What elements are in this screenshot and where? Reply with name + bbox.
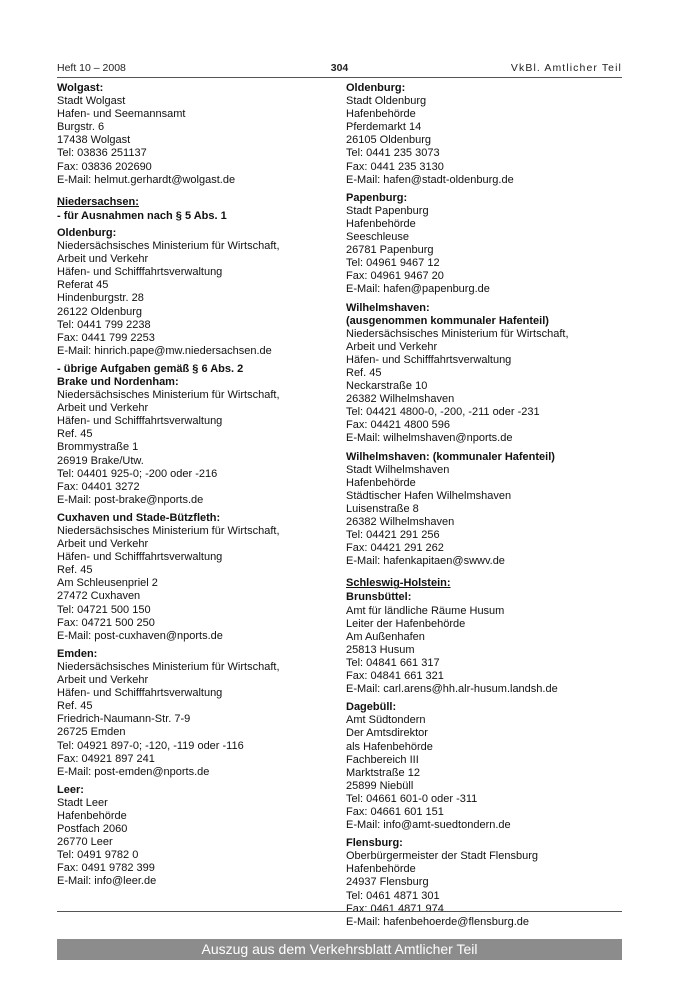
phone-number: Tel: 0441 235 3073 bbox=[346, 147, 440, 160]
left-column bbox=[57, 82, 325, 894]
address-line: 24937 Flensburg bbox=[346, 876, 429, 889]
address-line: Am Außenhafen bbox=[346, 630, 425, 643]
address-line: Häfen- und Schifffahrtsverwaltung bbox=[346, 353, 512, 366]
address-line: 26725 Emden bbox=[57, 726, 126, 739]
email-address: E-Mail: hafenbehoerde@flensburg.de bbox=[346, 915, 530, 928]
address-line: 26781 Papenburg bbox=[346, 244, 434, 257]
address-line: 26382 Wilhelmshaven bbox=[346, 393, 455, 406]
address-line: 25899 Niebüll bbox=[346, 779, 414, 792]
entry-title: Emden: bbox=[57, 647, 98, 660]
entry-title: Flensburg: bbox=[346, 837, 403, 850]
address-line: Arbeit und Verkehr bbox=[57, 402, 149, 415]
entry-title: Wolgast: bbox=[57, 82, 104, 94]
address-line: 26382 Wilhelmshaven bbox=[346, 516, 455, 528]
fax-number: Fax: 0461 4871 974 bbox=[346, 902, 444, 915]
phone-number: Tel: 04661 601-0 oder -311 bbox=[346, 792, 478, 805]
entry-title: Wilhelmshaven: (kommunaler Hafenteil) bbox=[346, 450, 555, 463]
address-line: Referat 45 bbox=[57, 279, 109, 292]
publication-title: VkBl. Amtlicher Teil bbox=[510, 62, 622, 74]
address-line: Neckarstraße 10 bbox=[346, 380, 428, 393]
page-number: 304 bbox=[330, 62, 349, 74]
email-address: E-Mail: hinrich.pape@mw.niedersachsen.de bbox=[57, 344, 272, 357]
email-address: E-Mail: hafen@papenburg.de bbox=[346, 283, 490, 296]
entry-title: Wilhelmshaven: bbox=[346, 301, 430, 314]
address-line: Häfen- und Schifffahrtsverwaltung bbox=[57, 551, 223, 564]
entry-title: Leer: bbox=[57, 783, 84, 796]
entry-dagebuell bbox=[346, 701, 614, 832]
phone-number: Tel: 0461 4871 301 bbox=[346, 889, 440, 902]
fax-number: Fax: 04421 4800 596 bbox=[346, 419, 450, 432]
phone-number: Tel: 04921 897-0; -120, -119 oder -116 bbox=[57, 739, 244, 752]
fax-number: Fax: 0441 235 3130 bbox=[346, 160, 444, 173]
fax-number: Fax: 04841 661 321 bbox=[346, 670, 444, 683]
address-line: Arbeit und Verkehr bbox=[346, 340, 438, 353]
entry-oldenburg bbox=[346, 82, 614, 187]
email-address: E-Mail: post-emden@nports.de bbox=[57, 765, 210, 778]
address-line: Ref. 45 bbox=[57, 428, 93, 441]
address-line: Brommystraße 1 bbox=[57, 441, 139, 454]
email-address: E-Mail: helmut.gerhardt@wolgast.de bbox=[57, 173, 236, 186]
address-line: Hindenburgstr. 28 bbox=[57, 292, 144, 305]
address-line: Oberbürgermeister der Stadt Flensburg bbox=[346, 850, 538, 863]
address-line: Stadt Wilhelmshaven bbox=[346, 463, 450, 476]
address-line: Hafenbehörde bbox=[346, 476, 416, 489]
address-line: Arbeit und Verkehr bbox=[57, 538, 149, 551]
email-address: E-Mail: carl.arens@hh.alr-husum.landsh.de bbox=[346, 683, 558, 696]
address-line: Stadt Papenburg bbox=[346, 204, 429, 217]
entry-title: - übrige Aufgaben gemäß § 6 Abs. 2 bbox=[57, 362, 244, 375]
region-heading bbox=[57, 196, 325, 209]
phone-number: Tel: 0491 9782 0 bbox=[57, 849, 139, 862]
fax-number: Fax: 04721 500 250 bbox=[57, 616, 155, 629]
fax-number: Fax: 04401 3272 bbox=[57, 480, 140, 493]
fax-number: Fax: 0491 9782 399 bbox=[57, 862, 155, 875]
phone-number: Tel: 0441 799 2238 bbox=[57, 318, 151, 331]
address-line: 25813 Husum bbox=[346, 643, 415, 656]
fax-number: Fax: 04661 601 151 bbox=[346, 805, 444, 818]
address-line: Stadt Leer bbox=[57, 796, 108, 809]
address-line: Amt für ländliche Räume Husum bbox=[346, 604, 505, 617]
phone-number: Tel: 04721 500 150 bbox=[57, 603, 151, 616]
entry-title: Brunsbüttel: bbox=[346, 591, 412, 604]
address-line: Am Schleusenpriel 2 bbox=[57, 577, 158, 590]
email-address: E-Mail: info@amt-suedtondern.de bbox=[346, 819, 511, 832]
phone-number: Tel: 04421 291 256 bbox=[346, 529, 440, 542]
entry-title: Dagebüll: bbox=[346, 701, 397, 714]
entry-leer bbox=[57, 784, 325, 889]
address-line: Hafenbehörde bbox=[57, 809, 127, 822]
entry-wilhelmshaven-kommunaler-hafenteil bbox=[346, 451, 614, 569]
address-line: 26919 Brake/Utw. bbox=[57, 454, 144, 467]
issue-label: Heft 10 – 2008 bbox=[57, 62, 126, 74]
email-address: E-Mail: post-cuxhaven@nports.de bbox=[57, 629, 223, 642]
entry-oldenburg bbox=[57, 227, 325, 358]
address-line: als Hafenbehörde bbox=[346, 740, 433, 753]
entry-papenburg bbox=[346, 192, 614, 297]
entry-wilhelmshaven bbox=[346, 302, 614, 446]
entry-title-continued: (ausgenommen kommunaler Hafenteil) bbox=[346, 314, 549, 327]
address-line: Häfen- und Schifffahrtsverwaltung bbox=[57, 266, 223, 279]
right-column bbox=[346, 82, 614, 934]
fax-number: Fax: 03836 202690 bbox=[57, 160, 152, 173]
entry-uebrige-aufgaben-gemaess-6-abs-2 bbox=[57, 363, 325, 507]
fax-number: Fax: 04421 291 262 bbox=[346, 542, 444, 555]
entry-emden bbox=[57, 648, 325, 779]
phone-number: Tel: 04401 925-0; -200 oder -216 bbox=[57, 467, 218, 480]
address-line: Amt Südtondern bbox=[346, 714, 426, 727]
entry-brunsbuettel bbox=[346, 591, 614, 696]
address-line: Seeschleuse bbox=[346, 231, 409, 244]
region-title-niedersachsen: Niedersachsen: bbox=[57, 195, 139, 208]
header-rule bbox=[57, 77, 622, 78]
phone-number: Tel: 03836 251137 bbox=[57, 147, 147, 160]
address-line: Arbeit und Verkehr bbox=[57, 674, 149, 687]
address-line: Stadt Oldenburg bbox=[346, 95, 427, 108]
email-address: E-Mail: wilhelmshaven@nports.de bbox=[346, 432, 513, 445]
entry-title: Papenburg: bbox=[346, 191, 408, 204]
address-line: Postfach 2060 bbox=[57, 823, 128, 836]
address-line: Luisenstraße 8 bbox=[346, 502, 419, 515]
page-header bbox=[57, 62, 622, 78]
region-heading bbox=[346, 577, 614, 590]
address-line: Städtischer Hafen Wilhelmshaven bbox=[346, 489, 512, 502]
region-title-schleswig-holstein: Schleswig-Holstein: bbox=[346, 577, 451, 590]
address-line: Fachbereich III bbox=[346, 753, 419, 766]
address-line: Hafenbehörde bbox=[346, 863, 416, 876]
address-line: Hafenbehörde bbox=[346, 217, 416, 230]
address-line: Friedrich-Naumann-Str. 7-9 bbox=[57, 713, 191, 726]
email-address: E-Mail: post-brake@nports.de bbox=[57, 493, 204, 506]
entry-title: Cuxhaven und Stade-Bützfleth: bbox=[57, 511, 221, 524]
phone-number: Tel: 04421 4800-0, -200, -211 oder -231 bbox=[346, 406, 540, 419]
address-line: Häfen- und Schifffahrtsverwaltung bbox=[57, 415, 223, 428]
address-line: Ref. 45 bbox=[346, 366, 382, 379]
email-address: E-Mail: hafen@stadt-oldenburg.de bbox=[346, 173, 514, 186]
address-line: Pferdemarkt 14 bbox=[346, 121, 422, 134]
email-address: E-Mail: info@leer.de bbox=[57, 875, 157, 888]
fax-number: Fax: 04921 897 241 bbox=[57, 752, 155, 765]
entry-flensburg bbox=[346, 837, 614, 929]
fax-number: Fax: 04961 9467 20 bbox=[346, 270, 444, 283]
address-line: 26105 Oldenburg bbox=[346, 134, 432, 147]
section-subheading: - für Ausnahmen nach § 5 Abs. 1 bbox=[57, 209, 227, 222]
address-line: Leiter der Hafenbehörde bbox=[346, 617, 466, 630]
entry-title: Oldenburg: bbox=[57, 226, 117, 239]
address-line: Niedersächsisches Ministerium für Wirtschaft, bbox=[57, 389, 280, 402]
address-line: Niedersächsisches Ministerium für Wirtschaft, bbox=[57, 660, 280, 673]
footer-banner: Auszug aus dem Verkehrsblatt Amtlicher Teil bbox=[57, 939, 622, 960]
phone-number: Tel: 04841 661 317 bbox=[346, 656, 440, 669]
entry-title-continued: Brake und Nordenham: bbox=[57, 375, 179, 388]
address-line: 17438 Wolgast bbox=[57, 134, 131, 147]
entry-title: Oldenburg: bbox=[346, 82, 406, 94]
address-line: Hafenbehörde bbox=[346, 108, 416, 121]
address-line: Niedersächsisches Ministerium für Wirtschaft, bbox=[346, 327, 569, 340]
address-line: 27472 Cuxhaven bbox=[57, 590, 141, 603]
address-line: Stadt Wolgast bbox=[57, 95, 126, 108]
entry-cuxhaven-und-stade-buetzfleth bbox=[57, 512, 325, 643]
address-line: 26122 Oldenburg bbox=[57, 305, 143, 318]
address-line: Häfen- und Schifffahrtsverwaltung bbox=[57, 687, 223, 700]
address-line: 26770 Leer bbox=[57, 836, 113, 849]
address-line: Niedersächsisches Ministerium für Wirtschaft, bbox=[57, 240, 280, 253]
address-line: Hafen- und Seemannsamt bbox=[57, 108, 186, 121]
entry-wolgast bbox=[57, 82, 325, 187]
footer-rule bbox=[57, 911, 622, 912]
address-line: Burgstr. 6 bbox=[57, 121, 105, 134]
address-line: Ref. 45 bbox=[57, 564, 93, 577]
address-line: Niedersächsisches Ministerium für Wirtschaft, bbox=[57, 525, 280, 537]
address-line: Marktstraße 12 bbox=[346, 766, 420, 779]
address-line: Arbeit und Verkehr bbox=[57, 253, 149, 266]
address-line: Der Amtsdirektor bbox=[346, 727, 428, 740]
address-line: Ref. 45 bbox=[57, 700, 93, 713]
fax-number: Fax: 0441 799 2253 bbox=[57, 331, 155, 344]
email-address: E-Mail: hafenkapitaen@swwv.de bbox=[346, 555, 505, 568]
phone-number: Tel: 04961 9467 12 bbox=[346, 257, 440, 270]
